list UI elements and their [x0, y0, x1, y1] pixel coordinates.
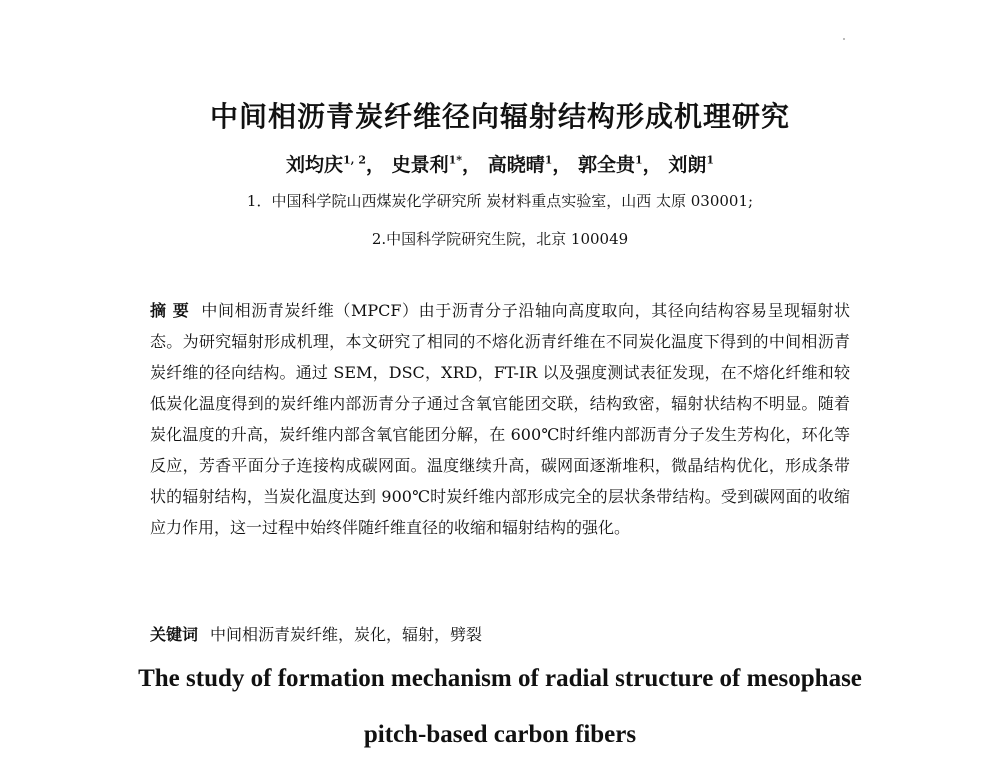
author-separator: ， — [552, 154, 572, 176]
keywords — [150, 621, 850, 649]
paper-title-en-line-1: The study of formation mechanism of radial structure of mesophase — [138, 665, 862, 692]
author-name: 郭全贵 — [578, 154, 636, 176]
author-separator: ， — [365, 154, 385, 176]
affiliation-1: 1．中国科学院山西煤炭化学研究所 炭材料重点实验室，山西 太原 030001; — [246, 192, 754, 210]
author-name: 刘朗 — [668, 154, 707, 176]
abstract — [150, 295, 850, 543]
affiliation-2: 2.中国科学院研究生院，北京 100049 — [371, 230, 629, 248]
abstract-label: 摘 要 — [150, 301, 190, 320]
paper-title-en-line-2: pitch-based carbon fibers — [363, 721, 637, 748]
keywords-text: 中间相沥青炭纤维，炭化，辐射，劈裂 — [210, 625, 483, 644]
author-affil-mark: 1 — [706, 153, 714, 167]
scan-speck — [843, 38, 845, 40]
author-separator: ， — [462, 154, 482, 176]
author-affil-mark: 1* — [448, 153, 463, 167]
author-affil-mark: 1, 2 — [343, 153, 366, 167]
author-list — [0, 150, 1000, 177]
author-name: 史景利 — [391, 154, 449, 176]
author-name: 高晓晴 — [487, 154, 545, 176]
keywords-label: 关键词 — [150, 625, 199, 644]
abstract-text: 中间相沥青炭纤维（MPCF）由于沥青分子沿轴向高度取向，其径向结构容易呈现辐射状态。为研究辐射形成机理，本文研究了相同的不熔化沥青纤维在不同炭化温度下得到的中间相沥青炭纤维的径向结构。通过 SEM，DSC，XRD，FT-IR 以及强度测试表征发现，在不熔化纤维和较低炭化温度得到的炭纤维内部沥青分子通过含氧官能团交联，结构致密，辐射状结构不明显。随着炭化温度的升高，炭纤维内部含氧官能团分解，在 600℃时纤维内部沥青分子发生芳构化，环化等反应，芳香平面分子连接构成碳网面。温度继续升高，碳网面逐渐堆积，微晶结构优化，形成条带状的辐射结构，当炭化温度达到 900℃时炭纤维内部形成完全的层状条带结构。受到碳网面的收缩应力作用，这一过程中始终伴随纤维直径的收缩和辐射结构的强化。 — [150, 301, 850, 537]
author-name: 刘均庆 — [286, 154, 344, 176]
author-separator: ， — [642, 154, 662, 176]
paper-title-cn: 中间相沥青炭纤维径向辐射结构形成机理研究 — [209, 100, 790, 133]
author-affil-mark: 1 — [635, 153, 643, 167]
author-affil-mark: 1 — [544, 153, 553, 167]
